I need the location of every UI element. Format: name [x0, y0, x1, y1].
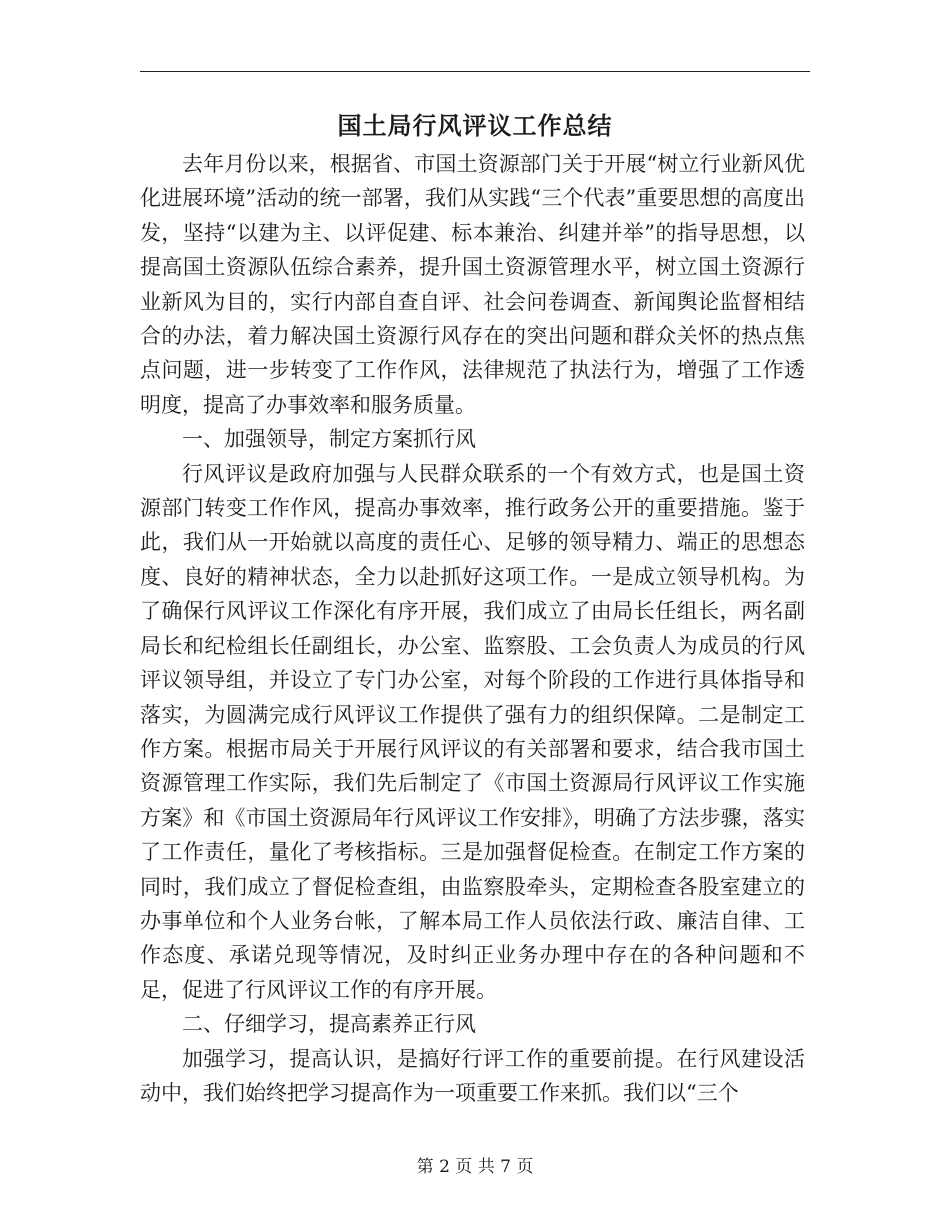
page-indicator: 第 2 页 共 7 页: [416, 1157, 534, 1177]
paragraph-section-2: 加强学习，提高认识，是搞好行评工作的重要前提。在行风建设活动中，我们始终把学习提高作为一项重要工作来抓。我们以“三个: [140, 1046, 805, 1105]
section-heading-1: 一、加强领导，制定方案抓行风: [182, 427, 476, 452]
paragraph-section-1: 行风评议是政府加强与人民群众联系的一个有效方式，也是国土资源部门转变工作作风，提高办事效率，推行政务公开的重要措施。鉴于此，我们从一开始就以高度的责任心、足够的领导精力、端正的思想态度、良好的精神状态，全力以赴抓好这项工作。一是成立领导机构。为了确保行风评议工作深化有序开展，我们成立了由局长任组长，两名副局长和纪检组长任副组长，办公室、监察股、工会负责人为成员的行风评议领导组，并设立了专门办公室，对每个阶段的工作进行具体指导和落实，为圆满完成行风评议工作提供了强有力的组织保障。二是制定工作方案。根据市局关于开展行风评议的有关部署和要求，结合我市国土资源管理工作实际，我们先后制定了《市国土资源局行风评议工作实施方案》和《市国土资源局年行风评议工作安排》，明确了方法步骤，落实了工作责任，量化了考核指标。三是加强督促检查。在制定工作方案的同时，我们成立了督促检查组，由监察股牵头，定期检查各股室建立的办事单位和个人业务台帐，了解本局工作人员依法行政、廉洁自律、工作态度、承诺兑现等情况，及时纠正业务办理中存在的各种问题和不足，促进了行风评议工作的有序开展。: [140, 461, 805, 1002]
document-body: [140, 147, 805, 1110]
paragraph-intro: 去年月份以来，根据省、市国土资源部门关于开展“树立行业新风优化进展环境”活动的统一部署，我们从实践“三个代表”重要思想的高度出发，坚持“以建为主、以评促建、标本兼治、纠建并举”的指导思想，以提高国土资源队伍综合素养，提升国土资源管理水平，树立国土资源行业新风为目的，实行内部自查自评、社会问卷调查、新闻舆论监督相结合的办法，着力解决国土资源行风存在的突出问题和群众关怀的热点焦点问题，进一步转变了工作作风，法律规范了执法行为，增强了工作透明度，提高了办事效率和服务质量。: [140, 152, 805, 417]
section-heading-2: 二、仔细学习，提高素养正行风: [182, 1012, 476, 1037]
document-title: 国土局行风评议工作总结: [337, 111, 613, 140]
header-rule: [140, 71, 810, 72]
